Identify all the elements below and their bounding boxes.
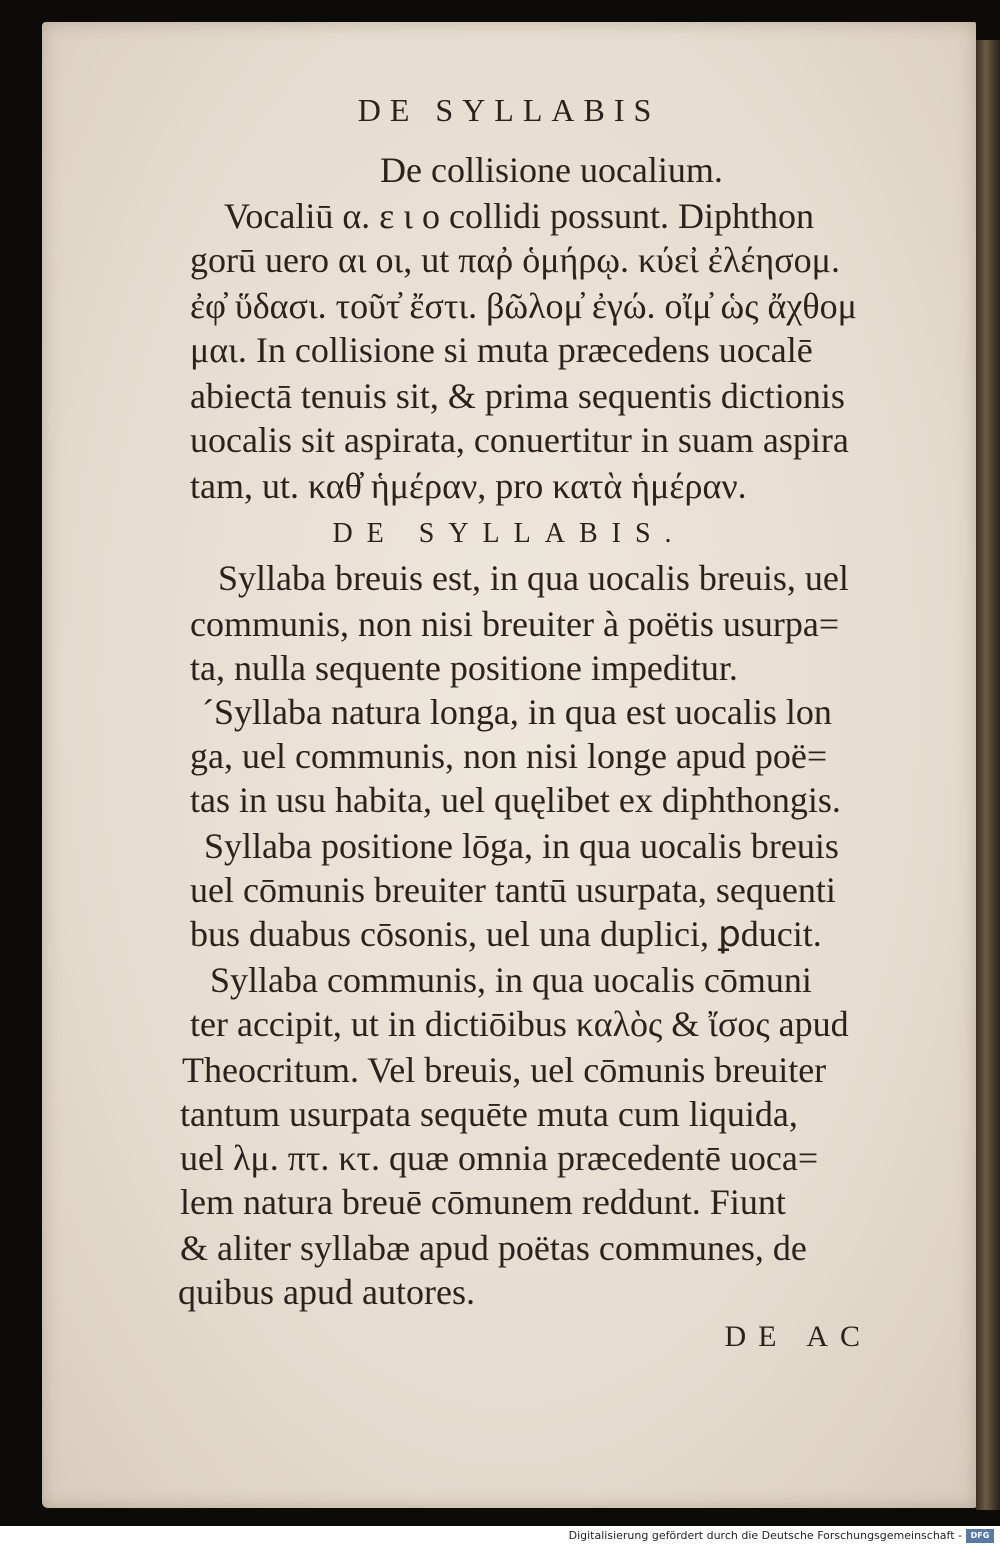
text-line: communis, non nisi breuiter à poëtis usurpa= — [190, 604, 840, 644]
text-line: Syllaba communis, in qua uocalis cōmuni — [210, 960, 812, 1000]
footer-credit: Digitalisierung gefördert durch die Deutsche Forschungsgemeinschaft - — [568, 1529, 962, 1542]
text-line: quibus apud autores. — [178, 1272, 475, 1312]
text-line: ´Syllaba natura longa, in qua est uocalis lon — [202, 692, 832, 732]
text-line: ter accipit, ut in dictiōibus καλὸς & ἴσος apud — [190, 1004, 849, 1044]
text-line: ta, nulla sequente positione impeditur. — [190, 648, 738, 688]
running-head: DE SYLLABIS — [357, 92, 661, 128]
text-line: Vocaliū α. ε ι ο collidi possunt. Diphthon — [224, 196, 814, 236]
text-line: Theocritum. Vel breuis, uel cōmunis breuiter — [182, 1050, 827, 1090]
text-line: tas in usu habita, uel quęlibet ex diphthongis. — [190, 780, 841, 820]
text-line: uel cōmunis breuiter tantū usurpata, sequenti — [190, 870, 836, 910]
dfg-logo-icon: DFG — [966, 1529, 994, 1543]
section-title-syllables: DE SYLLABIS. — [332, 518, 686, 549]
page-fore-edge — [976, 40, 1000, 1510]
text-line: ga, uel communis, non nisi longe apud poë= — [190, 736, 828, 776]
text-line: tam, ut. καθ̓ ἡμέραν, pro κατὰ ἡμέραν. — [190, 466, 747, 506]
catchword: DE AC — [724, 1320, 872, 1353]
text-line: Syllaba breuis est, in qua uocalis breuis, uel — [218, 558, 849, 598]
text-line: bus duabus cōsonis, uel una duplici, ꝑducit. — [190, 914, 822, 954]
text-line: gorū uero αι οι, ut παῤ ὁμήρῳ. κύεἰ ἐλέησομ. — [190, 240, 840, 280]
book-page — [42, 22, 976, 1508]
text-line: & aliter syllabæ apud poëtas communes, de — [180, 1228, 807, 1268]
digitization-footer — [0, 1526, 1000, 1546]
text-line: μαι. In collisione si muta præcedens uocalē — [190, 330, 813, 370]
text-line: abiectā tenuis sit, & prima sequentis dictionis — [190, 376, 845, 416]
text-line: uocalis sit aspirata, conuertitur in suam aspira — [190, 420, 849, 460]
section-title-collision: De collisione uocalium. — [380, 150, 723, 190]
text-line: ἐφ̓ ὕδασι. τοῦτ̓ ἔστι. βῶλομ̓ ἐγώ. οἴμ̓ ὡς ἄχθομ — [190, 286, 857, 326]
text-line: lem natura breuē cōmunem reddunt. Fiunt — [180, 1182, 786, 1222]
text-line: Syllaba positione lōga, in qua uocalis breuis — [204, 826, 839, 866]
text-line: uel λμ. πτ. κτ. quæ omnia præcedentē uoca= — [180, 1138, 819, 1178]
page-text — [42, 22, 976, 1508]
text-line: tantum usurpata sequēte muta cum liquida, — [180, 1094, 798, 1134]
